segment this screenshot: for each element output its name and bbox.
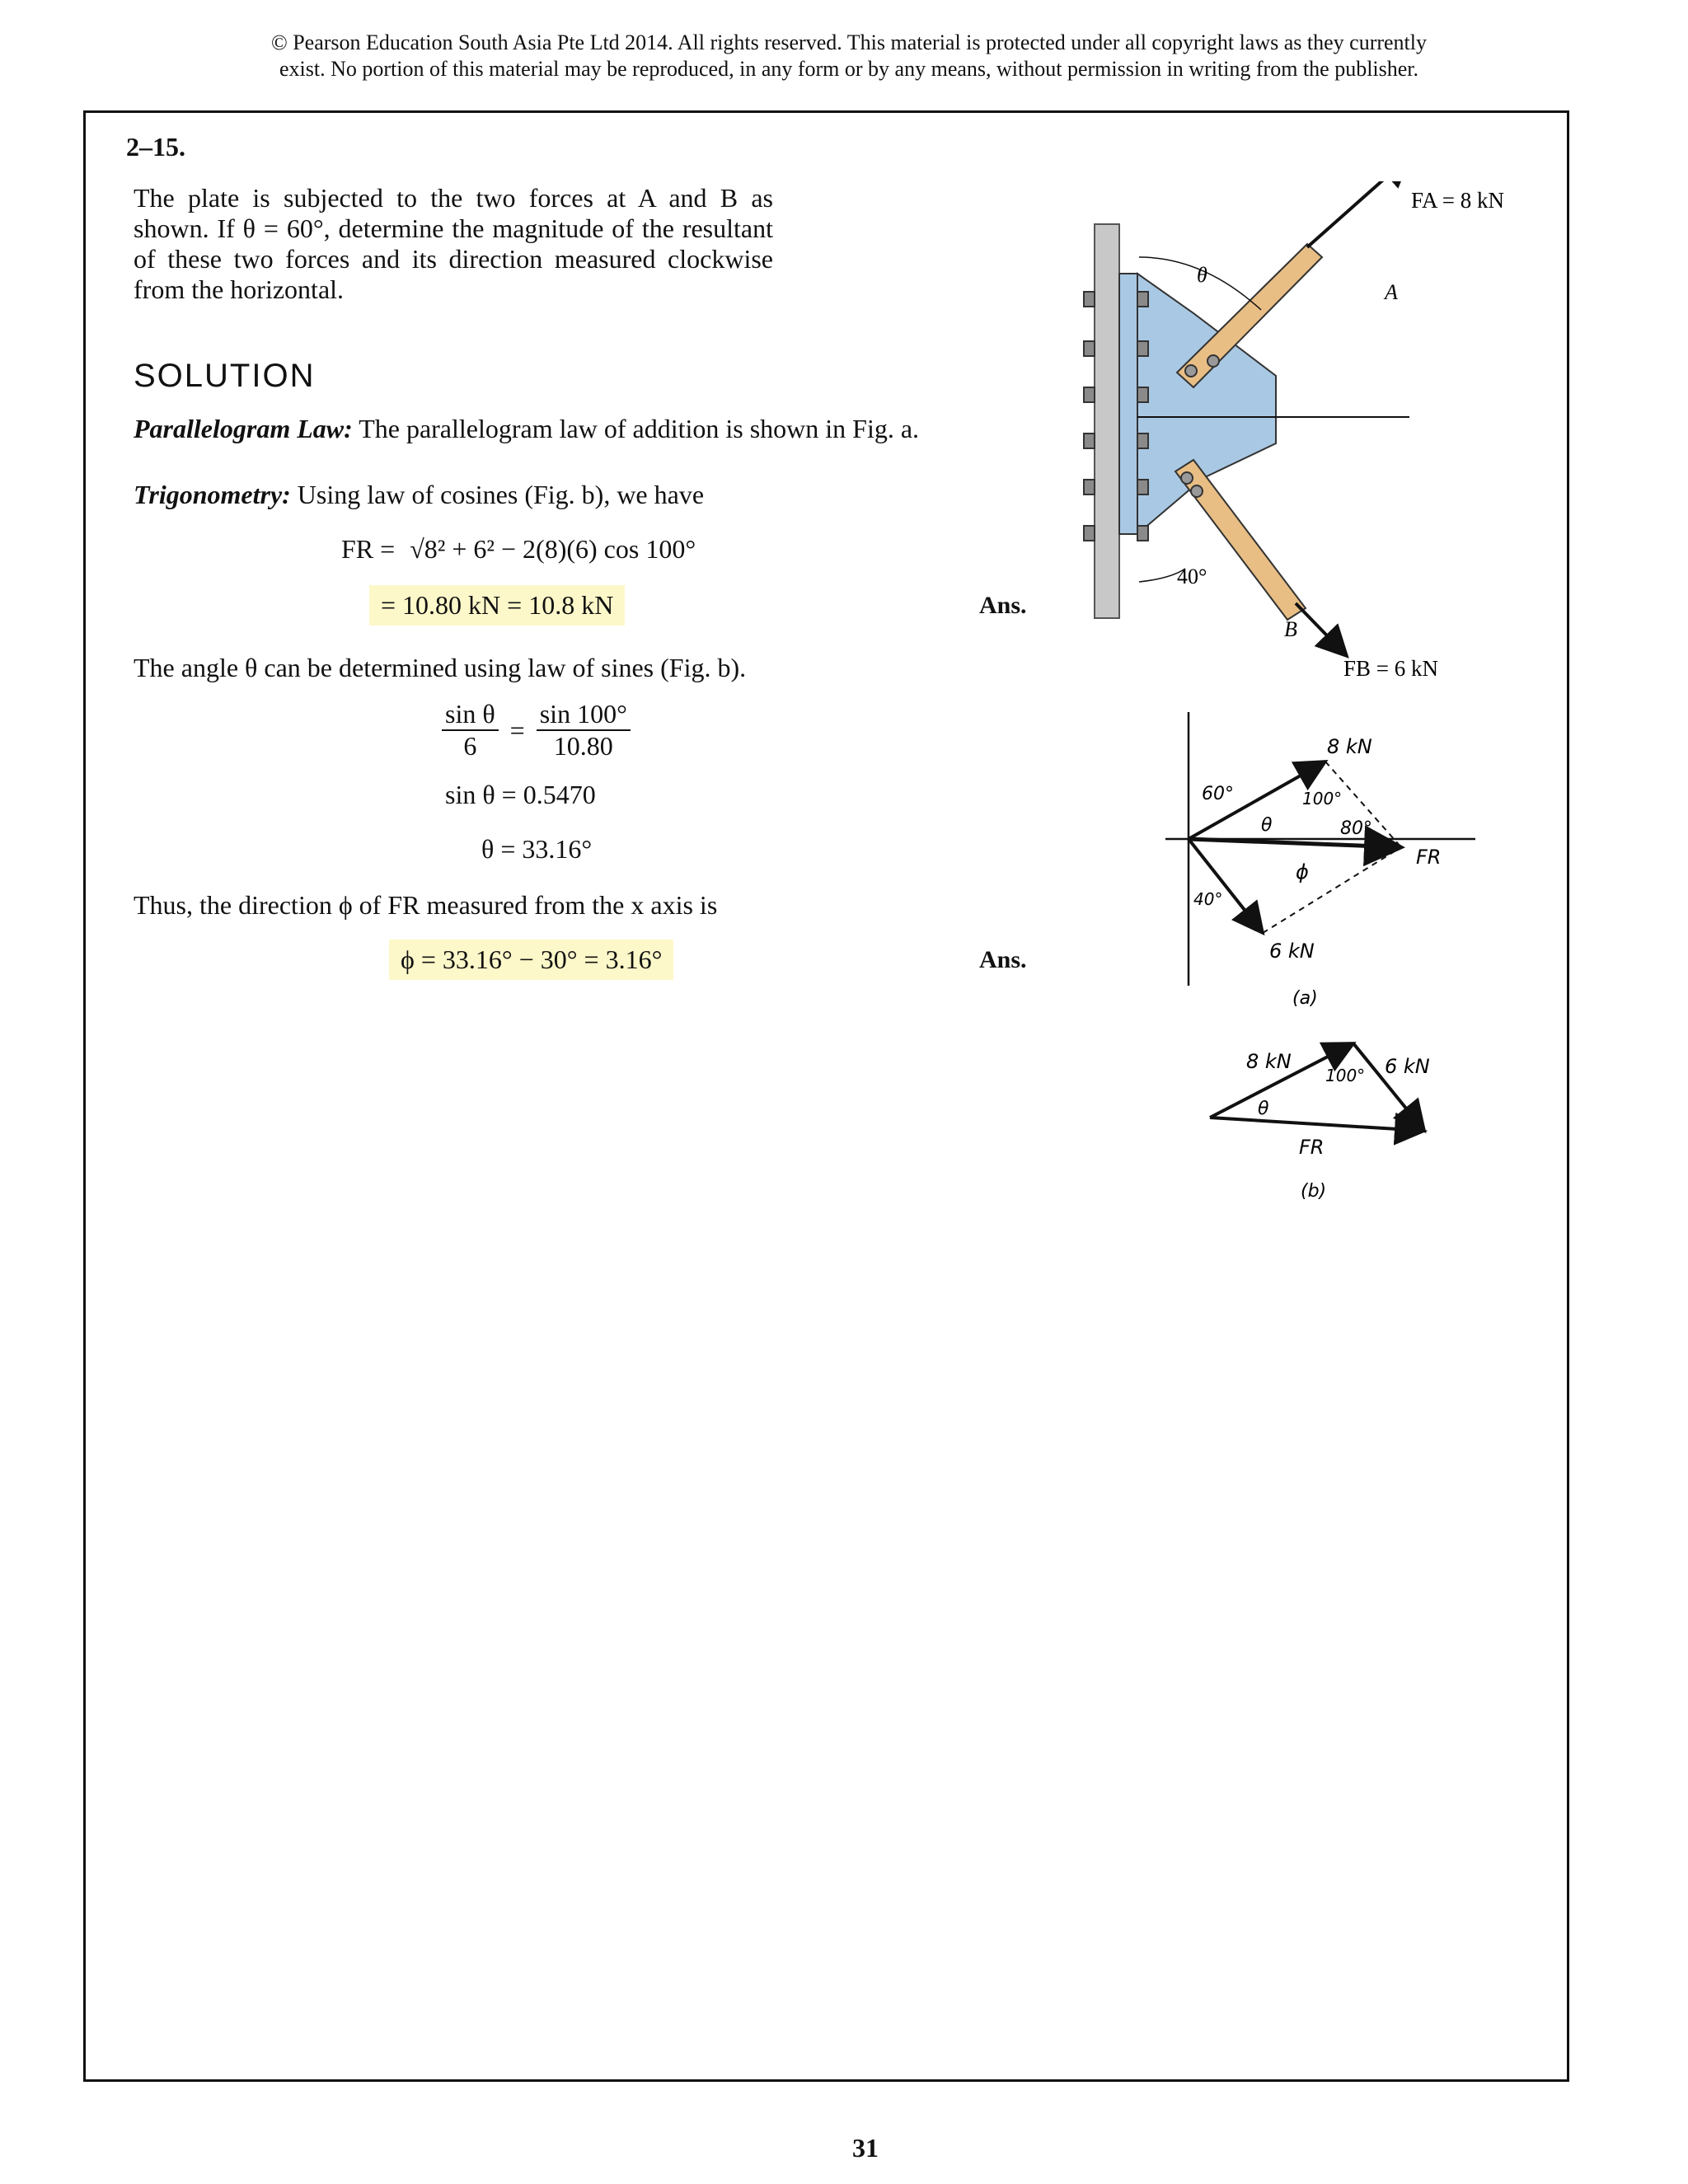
solution-heading: SOLUTION bbox=[134, 358, 316, 394]
fig-a-fr-vector bbox=[1189, 839, 1401, 847]
eq1-lhs: FR = bbox=[341, 534, 396, 564]
direction-intro: Thus, the direction ϕ of FR measured from the x axis is bbox=[134, 890, 718, 920]
fig-a-label-8kn: 8 kN bbox=[1327, 735, 1372, 758]
member-b bbox=[1175, 460, 1306, 620]
sine-fraction-right bbox=[537, 699, 631, 762]
label-40: 40° bbox=[1177, 565, 1207, 588]
bolt-b2 bbox=[1191, 485, 1203, 497]
bolt-a2 bbox=[1207, 355, 1219, 367]
fig-a-label-phi: ϕ bbox=[1296, 860, 1309, 883]
fig-b-caption: (b) bbox=[1301, 1181, 1327, 1202]
fig-b-label-theta: θ bbox=[1258, 1099, 1269, 1119]
sin-theta-value: sin θ = 0.5470 bbox=[445, 780, 596, 809]
figure-a bbox=[1154, 709, 1500, 1022]
plate-figure bbox=[1071, 181, 1533, 692]
law-of-cosines-equation bbox=[341, 534, 696, 565]
fig-a-label-6kn: 6 kN bbox=[1269, 940, 1315, 963]
law-of-sines-equation bbox=[442, 699, 631, 762]
label-fa: FA = 8 kN bbox=[1411, 188, 1504, 213]
fig-b-label-8kn: 8 kN bbox=[1246, 1050, 1292, 1073]
force-a-arrow bbox=[1307, 181, 1409, 247]
bolt-a1 bbox=[1185, 365, 1197, 377]
fig-b-label-6kn: 6 kN bbox=[1385, 1055, 1430, 1078]
fig-a-dashed-2 bbox=[1263, 847, 1401, 933]
fig-a-label-60: 60° bbox=[1202, 784, 1234, 804]
copyright-line-1: © Pearson Education South Asia Pte Ltd 2014. All rights reserved. This material is protected under all copyright laws as they currently bbox=[270, 30, 1428, 54]
problem-number: 2–15. bbox=[126, 132, 185, 162]
label-theta: θ bbox=[1197, 263, 1207, 287]
sine-equals: = bbox=[509, 715, 525, 745]
copyright-notice bbox=[148, 30, 1550, 82]
sine-numerator-right: sin 100° bbox=[537, 699, 631, 731]
law-of-sines-intro: The angle θ can be determined using law of sines (Fig. b). bbox=[134, 653, 747, 682]
fig-a-caption: (a) bbox=[1292, 988, 1318, 1009]
force-b-arrow bbox=[1296, 603, 1347, 656]
fig-a-label-100: 100° bbox=[1302, 789, 1343, 808]
label-b: B bbox=[1284, 617, 1297, 641]
copyright-line-2: exist. No portion of this material may be reproduced, in any form or by any means, without permission in writing from the publisher. bbox=[279, 57, 1419, 81]
fig-b-label-fr: FR bbox=[1299, 1136, 1325, 1159]
bolt-b1 bbox=[1181, 472, 1193, 484]
fig-a-label-40: 40° bbox=[1193, 889, 1223, 909]
sine-numerator-left: sin θ bbox=[442, 699, 499, 731]
trigonometry-label: Trigonometry: bbox=[134, 480, 291, 509]
sine-denominator-right: 10.80 bbox=[553, 731, 613, 761]
fig-b-fr-side bbox=[1210, 1118, 1424, 1131]
answer-label-1: Ans. bbox=[979, 592, 1027, 619]
parallelogram-label: Parallelogram Law: bbox=[134, 414, 353, 443]
page-number: 31 bbox=[852, 2133, 879, 2163]
problem-statement: The plate is subjected to the two forces at A and B as shown. If θ = 60°, determine the magnitude of the resultant of these two forces and its direction measured clockwise from the horizontal. bbox=[134, 183, 773, 304]
wall-support bbox=[1095, 224, 1119, 618]
sine-denominator-left: 6 bbox=[463, 731, 477, 761]
answer-label-2: Ans. bbox=[979, 946, 1027, 973]
label-fb: FB = 6 kN bbox=[1343, 656, 1439, 681]
fig-a-label-80: 80° bbox=[1340, 818, 1372, 839]
trigonometry-line bbox=[134, 480, 704, 510]
parallelogram-text: The parallelogram law of addition is shown in Fig. a. bbox=[359, 414, 920, 443]
fig-a-label-theta: θ bbox=[1261, 815, 1273, 836]
label-a: A bbox=[1385, 280, 1398, 304]
resultant-magnitude-result: = 10.80 kN = 10.8 kN bbox=[369, 585, 625, 626]
fig-a-label-fr: FR bbox=[1416, 846, 1442, 869]
direction-result: ϕ = 33.16° − 30° = 3.16° bbox=[389, 940, 673, 980]
eq1-rhs: √8² + 6² − 2(8)(6) cos 100° bbox=[410, 534, 696, 564]
fig-a-6kn-vector bbox=[1189, 839, 1263, 933]
trigonometry-text: Using law of cosines (Fig. b), we have bbox=[297, 480, 705, 509]
fig-b-label-100: 100° bbox=[1325, 1066, 1366, 1085]
plate-flange bbox=[1119, 274, 1137, 534]
parallelogram-law-line bbox=[134, 414, 919, 444]
theta-value: θ = 33.16° bbox=[481, 834, 593, 864]
figure-b bbox=[1195, 1030, 1467, 1220]
sine-fraction-left bbox=[442, 699, 499, 762]
